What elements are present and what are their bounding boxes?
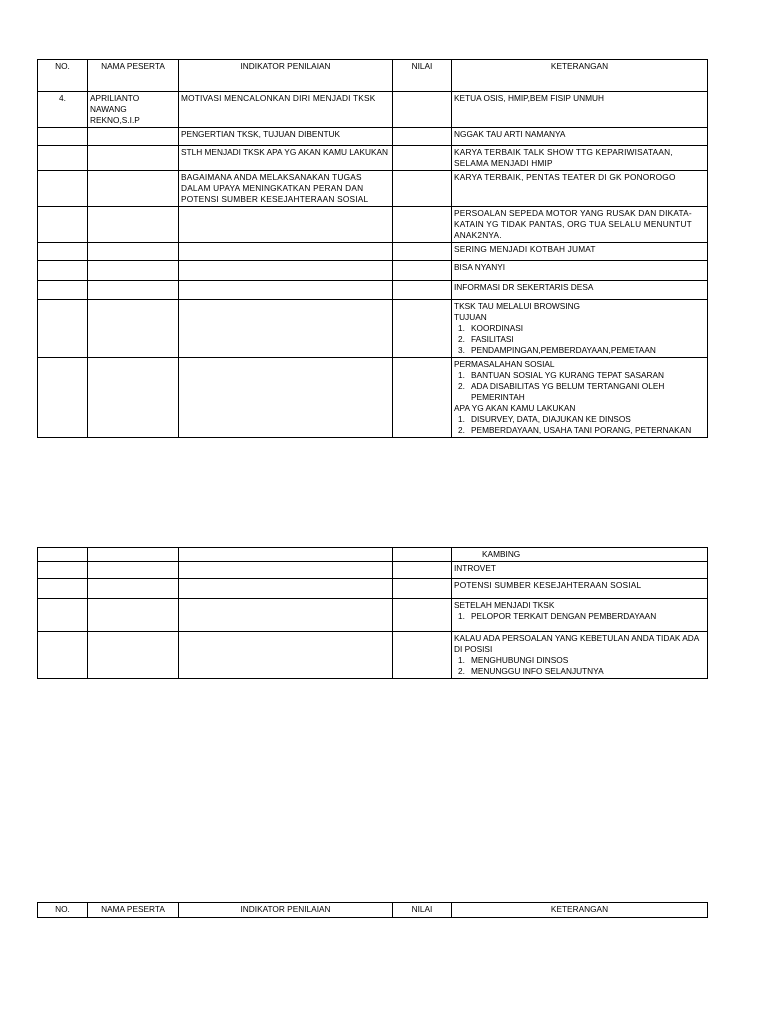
no-cell xyxy=(38,243,88,261)
keterangan-cell: KARYA TERBAIK, PENTAS TEATER DI GK PONOROGO xyxy=(452,171,708,207)
list-item: 2. MENUNGGU INFO SELANJUTNYA xyxy=(458,666,604,676)
header-row xyxy=(38,903,708,918)
note-line: TUJUAN xyxy=(454,312,487,322)
nilai-cell xyxy=(393,579,452,599)
indikator-cell: STLH MENJADI TKSK APA YG AKAN KAMU LAKUKAN xyxy=(179,146,393,171)
no-cell xyxy=(38,599,88,632)
indikator-cell xyxy=(179,261,393,281)
keterangan-cell xyxy=(452,358,708,438)
keterangan-cell xyxy=(452,632,708,679)
nama-cell xyxy=(88,171,179,207)
no-cell xyxy=(38,171,88,207)
indikator-cell xyxy=(179,207,393,243)
table-row xyxy=(38,281,708,300)
no-cell xyxy=(38,358,88,438)
nama-cell xyxy=(88,599,179,632)
nilai-cell xyxy=(393,128,452,146)
table-row xyxy=(38,92,708,128)
no-cell xyxy=(38,579,88,599)
nilai-cell xyxy=(393,243,452,261)
keterangan-cell xyxy=(452,300,708,358)
nilai-cell xyxy=(393,599,452,632)
header-no: NO. xyxy=(38,60,88,92)
no-cell xyxy=(38,207,88,243)
no-cell xyxy=(38,146,88,171)
assessment-table-2 xyxy=(37,547,708,679)
note-line: PERMASALAHAN SOSIAL xyxy=(454,359,555,369)
assessment-table-1 xyxy=(37,59,708,438)
table-row xyxy=(38,579,708,599)
keterangan-cell: INTROVET xyxy=(452,562,708,579)
no-cell xyxy=(38,300,88,358)
table-row xyxy=(38,207,708,243)
list-item: 1. DISURVEY, DATA, DIAJUKAN KE DINSOS xyxy=(458,414,631,424)
participant-name-line: APRILIANTO xyxy=(90,93,140,103)
indikator-cell xyxy=(179,579,393,599)
nama-cell xyxy=(88,128,179,146)
nilai-cell xyxy=(393,171,452,207)
nilai-cell xyxy=(393,548,452,562)
no-cell xyxy=(38,632,88,679)
list-item: 2. PEMBERDAYAAN, USAHA TANI PORANG, PETERNAKAN xyxy=(458,425,692,435)
nama-cell xyxy=(88,243,179,261)
table-row xyxy=(38,243,708,261)
indikator-cell xyxy=(179,599,393,632)
keterangan-cell: POTENSI SUMBER KESEJAHTERAAN SOSIAL xyxy=(452,579,708,599)
nama-cell xyxy=(88,579,179,599)
keterangan-cell: INFORMASI DR SEKERTARIS DESA xyxy=(452,281,708,300)
list-item: 2. ADA DISABILITAS YG BELUM TERTANGANI OLEH PEMERINTAH xyxy=(458,381,665,402)
nama-cell xyxy=(88,146,179,171)
keterangan-cell xyxy=(452,599,708,632)
participant-name-line: NAWANG xyxy=(90,104,127,114)
nilai-cell xyxy=(393,146,452,171)
nilai-cell xyxy=(393,632,452,679)
header-indikator-penilaian: INDIKATOR PENILAIAN xyxy=(179,903,393,918)
header-nama-peserta: NAMA PESERTA xyxy=(88,60,179,92)
table-row xyxy=(38,548,708,562)
nama-cell xyxy=(88,281,179,300)
indikator-cell xyxy=(179,548,393,562)
nilai-cell xyxy=(393,281,452,300)
indikator-cell xyxy=(179,243,393,261)
indikator-cell xyxy=(179,632,393,679)
list-item: 1. PELOPOR TERKAIT DENGAN PEMBERDAYAAN xyxy=(458,611,657,621)
keterangan-cell: PERSOALAN SEPEDA MOTOR YANG RUSAK DAN DIKATA-KATAIN YG TIDAK PANTAS, ORG TUA SELALU MENUNTUT ANAK2NYA. xyxy=(452,207,708,243)
keterangan-cell: KARYA TERBAIK TALK SHOW TTG KEPARIWISATAAN, SELAMA MENJADI HMIP xyxy=(452,146,708,171)
nilai-cell xyxy=(393,358,452,438)
indikator-cell: BAGAIMANA ANDA MELAKSANAKAN TUGAS DALAM UPAYA MENINGKATKAN PERAN DAN POTENSI SUMBER KESEJAHTERAAN SOSIAL xyxy=(179,171,393,207)
keterangan-cell: NGGAK TAU ARTI NAMANYA xyxy=(452,128,708,146)
table-row xyxy=(38,300,708,358)
note-line: TKSK TAU MELALUI BROWSING xyxy=(454,301,581,311)
list-item: 1. KOORDINASI xyxy=(458,323,524,333)
table-row xyxy=(38,632,708,679)
table-row xyxy=(38,146,708,171)
nama-cell xyxy=(88,261,179,281)
list-item: 1. MENGHUBUNGI DINSOS xyxy=(458,655,569,665)
participant-name-line: REKNO,S.I.P xyxy=(90,115,140,125)
note-line: KAMBING xyxy=(482,549,521,559)
list-item: 2. FASILITASI xyxy=(458,334,514,344)
header-nilai: NILAI xyxy=(393,60,452,92)
no-cell xyxy=(38,562,88,579)
note-line: APA YG AKAN KAMU LAKUKAN xyxy=(454,403,576,413)
nama-cell xyxy=(88,562,179,579)
header-keterangan: KETERANGAN xyxy=(452,903,708,918)
table-row xyxy=(38,599,708,632)
header-nilai: NILAI xyxy=(393,903,452,918)
table-row xyxy=(38,128,708,146)
nama-cell xyxy=(88,358,179,438)
participant-no: 4. xyxy=(38,92,88,128)
header-row xyxy=(38,60,708,92)
indikator-cell: MOTIVASI MENCALONKAN DIRI MENJADI TKSK xyxy=(179,92,393,128)
header-nama-peserta: NAMA PESERTA xyxy=(88,903,179,918)
indikator-cell xyxy=(179,300,393,358)
note-line: KALAU ADA PERSOALAN YANG KEBETULAN ANDA TIDAK ADA DI POSISI xyxy=(454,633,699,654)
no-cell xyxy=(38,261,88,281)
keterangan-cell: SERING MENJADI KOTBAH JUMAT xyxy=(452,243,708,261)
header-no: NO. xyxy=(38,903,88,918)
no-cell xyxy=(38,281,88,300)
note-line: SETELAH MENJADI TKSK xyxy=(454,600,555,610)
header-indikator-penilaian: INDIKATOR PENILAIAN xyxy=(179,60,393,92)
nilai-cell xyxy=(393,207,452,243)
list-item: 1. BANTUAN SOSIAL YG KURANG TEPAT SASARAN xyxy=(458,370,665,380)
nilai-cell xyxy=(393,92,452,128)
nilai-cell xyxy=(393,300,452,358)
header-keterangan: KETERANGAN xyxy=(452,60,708,92)
list-item: 3. PENDAMPINGAN,PEMBERDAYAAN,PEMETAAN xyxy=(458,345,656,355)
keterangan-cell xyxy=(452,548,708,562)
participant-name xyxy=(88,92,179,128)
nama-cell xyxy=(88,548,179,562)
no-cell xyxy=(38,548,88,562)
indikator-cell xyxy=(179,562,393,579)
nilai-cell xyxy=(393,562,452,579)
nama-cell xyxy=(88,632,179,679)
nama-cell xyxy=(88,207,179,243)
table-row xyxy=(38,562,708,579)
assessment-table-3 xyxy=(37,902,708,918)
table-row xyxy=(38,171,708,207)
indikator-cell xyxy=(179,358,393,438)
keterangan-cell: KETUA OSIS, HMIP,BEM FISIP UNMUH xyxy=(452,92,708,128)
indikator-cell xyxy=(179,281,393,300)
keterangan-cell: BISA NYANYI xyxy=(452,261,708,281)
nilai-cell xyxy=(393,261,452,281)
table-row xyxy=(38,358,708,438)
nama-cell xyxy=(88,300,179,358)
table-row xyxy=(38,261,708,281)
no-cell xyxy=(38,128,88,146)
indikator-cell: PENGERTIAN TKSK, TUJUAN DIBENTUK xyxy=(179,128,393,146)
